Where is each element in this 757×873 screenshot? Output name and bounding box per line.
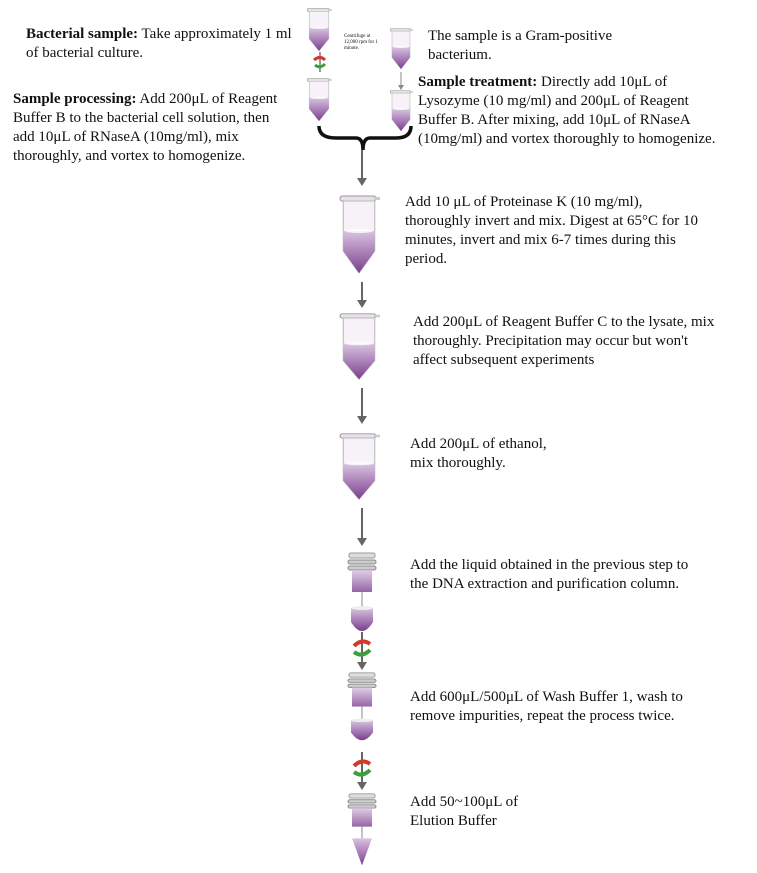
sample-treatment-text <box>418 73 718 149</box>
tube-icon <box>338 313 380 381</box>
tube-icon <box>389 28 413 70</box>
spin-column-icon <box>347 672 377 748</box>
arrow-down-icon <box>398 72 404 90</box>
step-ethanol: Add 200μL of ethanol, mix thoroughly. <box>410 436 547 471</box>
arrow-down-icon <box>355 150 369 186</box>
arrow-down-icon <box>355 282 369 308</box>
tube-icon <box>338 195 380 275</box>
arrow-down-icon <box>355 388 369 424</box>
bacterial-sample-desc: Take approximately 1 ml of bacterial culture. <box>26 26 292 61</box>
gram-positive-text: The sample is a Gram-positive bacterium. <box>428 28 613 63</box>
sample-treatment-label: Sample treatment: <box>418 74 538 90</box>
step-wash: Add 600μL/500μL of Wash Buffer 1, wash to remove impurities, repeat the process twice. <box>410 689 683 724</box>
spin-column-icon <box>347 552 377 640</box>
step-proteinase-k: Add 10 μL of Proteinase K (10 mg/ml), thoroughly invert and mix. Digest at 65°C for 10 minutes, invert and mix 6-7 times during this period. <box>405 194 699 267</box>
centrifuge-icon <box>310 52 330 74</box>
step-buffer-c: Add 200μL of Reagent Buffer C to the lysate, mix thoroughly. Precipitation may occur but won't affect subsequent experiments <box>413 314 715 368</box>
bacterial-sample-label: Bacterial sample: <box>26 26 139 42</box>
centrifuge-arrow-icon <box>352 752 372 790</box>
centrifuge-arrow-icon <box>352 632 372 670</box>
sample-processing-text <box>13 90 293 166</box>
sample-processing-label: Sample processing: <box>13 91 137 107</box>
centrifuge-note: Centrifuge at 12,000 rpm for 1 minute. <box>344 34 378 51</box>
tube-icon <box>306 8 332 52</box>
elution-column-icon <box>347 793 377 867</box>
step-column: Add the liquid obtained in the previous step to the DNA extraction and purification column. <box>410 557 689 592</box>
sample-treatment-desc: Directly add 10μL of Lysozyme (10 mg/ml) and 200μL of Reagent Buffer B. After mixing, add 10μL of RNaseA (10mg/ml) and vortex thoroughly to homogenize. <box>418 74 716 147</box>
sample-processing-desc: Add 200μL of Reagent Buffer B to the bacterial cell solution, then add 10μL of RNaseA (10mg/ml), mix thoroughly, and vortex to homogenize. <box>13 91 278 164</box>
bacterial-sample-text <box>26 25 296 63</box>
tube-icon <box>306 78 332 122</box>
tube-icon <box>338 433 380 501</box>
step-elution: Add 50~100μL of Elution Buffer <box>410 794 519 829</box>
arrow-down-icon <box>355 508 369 546</box>
